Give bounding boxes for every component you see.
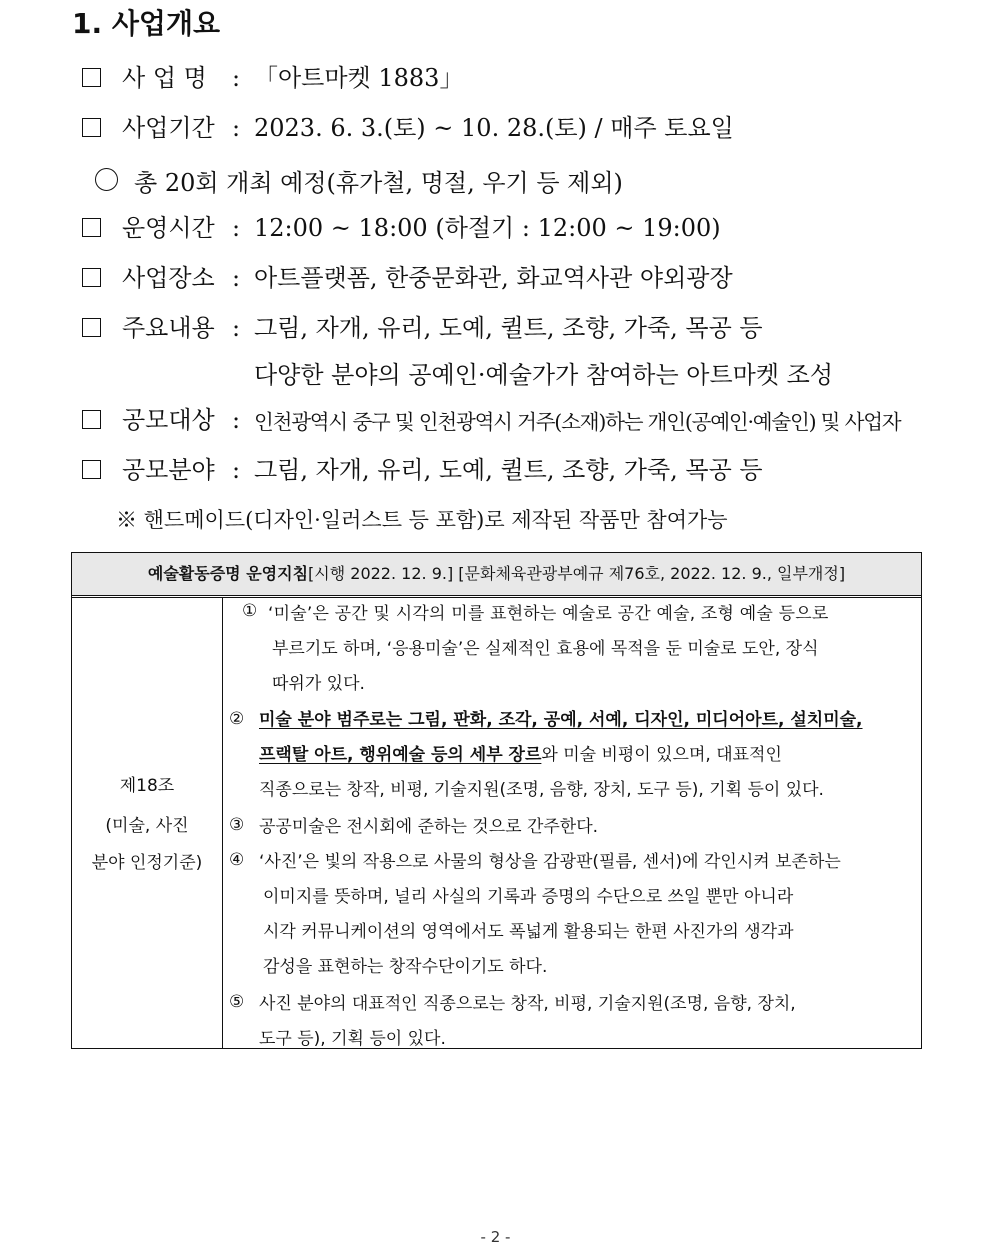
clause-2-line3: 직종으로는 창작, 비평, 기술지원(조명, 음향, 장치, 도구 등), 기획 등이 있다.	[259, 780, 824, 800]
clause-4-line3: 시각 커뮤니케이션의 영역에서도 폭넓게 활용되는 한편 사진가의 생각과	[263, 922, 794, 942]
checkbox-square-icon	[82, 318, 101, 337]
table-title-bold: 예술활동증명 운영지침	[147, 564, 309, 583]
article-title-line2: 분야 인정기준)	[91, 853, 203, 873]
clause-5-line1: 사진 분야의 대표적인 직종으로는 창작, 비평, 기술지원(조명, 음향, 장치,	[259, 994, 796, 1014]
item-label: 사 업 명	[122, 64, 207, 92]
article-title-line1: (미술, 사진	[105, 816, 189, 836]
clause-number: ①	[242, 601, 258, 621]
item-label: 사업기간	[122, 114, 215, 142]
clause-2-bold-line2: 프랙탈 아트, 행위예술 등의 세부 장르	[259, 745, 542, 765]
page-number: - 2 -	[480, 1228, 511, 1246]
item-label: 운영시간	[122, 214, 215, 242]
sub-item-text: 총 20회 개최 예정(휴가철, 명절, 우기 등 제외)	[134, 169, 623, 197]
clause-1-line3: 따위가 있다.	[272, 674, 365, 694]
note-text: ※ 핸드메이드(디자인·일러스트 등 포함)로 제작된 작품만 참여가능	[116, 508, 728, 532]
clause-2-bold-line1: 미술 분야 범주로는 그림, 판화, 조각, 공예, 서예, 디자인, 미디어아트, 설치미술,	[259, 710, 863, 730]
section-heading: 1. 사업개요	[72, 7, 221, 40]
clause-2-rest: 와 미술 비평이 있으며, 대표적인	[541, 745, 782, 765]
checkbox-square-icon	[82, 268, 101, 287]
item-label: 사업장소	[122, 264, 215, 292]
item-colon: :	[232, 114, 241, 142]
item-colon: :	[232, 406, 241, 434]
item-value: 12:00 ~ 18:00 (하절기 : 12:00 ~ 19:00)	[254, 214, 721, 242]
clause-3-line1: 공공미술은 전시회에 준하는 것으로 간주한다.	[259, 817, 599, 837]
article-number: 제18조	[119, 776, 175, 796]
checkbox-square-icon	[82, 68, 101, 87]
clause-number: ③	[229, 815, 245, 835]
guideline-table	[71, 552, 922, 1049]
clause-number: ④	[229, 850, 245, 870]
checkbox-square-icon	[82, 218, 101, 237]
item-value: 2023. 6. 3.(토) ~ 10. 28.(토) / 매주 토요일	[254, 114, 734, 142]
checkbox-square-icon	[82, 118, 101, 137]
clause-4-line4: 감성을 표현하는 창작수단이기도 하다.	[263, 957, 548, 977]
clause-1-line2: 부르기도 하며, ‘응용미술’은 실제적인 효용에 목적을 둔 미술로 도안, 장식	[272, 639, 819, 659]
item-value: 아트플랫폼, 한중문화관, 화교역사관 야외광장	[254, 264, 733, 292]
table-column-rule	[222, 598, 223, 1048]
clause-1-line1: ‘미술’은 공간 및 시각의 미를 표현하는 예술로 공간 예술, 조형 예술 등으로	[268, 604, 829, 624]
clause-5-line2: 도구 등), 기획 등이 있다.	[259, 1029, 446, 1049]
table-title-rest: [시행 2022. 12. 9.] [문화체육관광부예규 제76호, 2022. 12. 9., 일부개정]	[308, 564, 846, 583]
item-colon: :	[232, 214, 241, 242]
clause-2-line2	[259, 740, 782, 765]
clause-number: ②	[229, 709, 245, 729]
item-label: 공모대상	[122, 406, 215, 434]
item-value: 인천광역시 중구 및 인천광역시 거주(소재)하는 개인(공예인·예술인) 및 사업자	[254, 410, 901, 434]
item-label: 주요내용	[122, 314, 215, 342]
item-value: 그림, 자개, 유리, 도예, 퀼트, 조향, 가죽, 목공 등	[254, 456, 763, 484]
item-value: 그림, 자개, 유리, 도예, 퀼트, 조향, 가죽, 목공 등	[254, 314, 763, 342]
item-label: 공모분야	[122, 456, 215, 484]
clause-4-line2: 이미지를 뜻하며, 널리 사실의 기록과 증명의 수단으로 쓰일 뿐만 아니라	[263, 887, 794, 907]
checkbox-square-icon	[82, 410, 101, 429]
item-colon: :	[232, 314, 241, 342]
item-value-continued: 다양한 분야의 공예인·예술가가 참여하는 아트마켓 조성	[254, 361, 834, 389]
item-colon: :	[232, 264, 241, 292]
item-value: 「아트마켓 1883」	[254, 64, 464, 92]
clause-4-line1: ‘사진’은 빛의 작용으로 사물의 형상을 감광판(필름, 센서)에 각인시켜 보존하는	[259, 852, 841, 872]
checkbox-square-icon	[82, 460, 101, 479]
table-double-rule	[72, 597, 921, 598]
table-header	[72, 553, 921, 596]
circle-bullet-icon	[95, 168, 118, 191]
item-colon: :	[232, 64, 241, 92]
item-colon: :	[232, 456, 241, 484]
clause-number: ⑤	[229, 992, 245, 1012]
